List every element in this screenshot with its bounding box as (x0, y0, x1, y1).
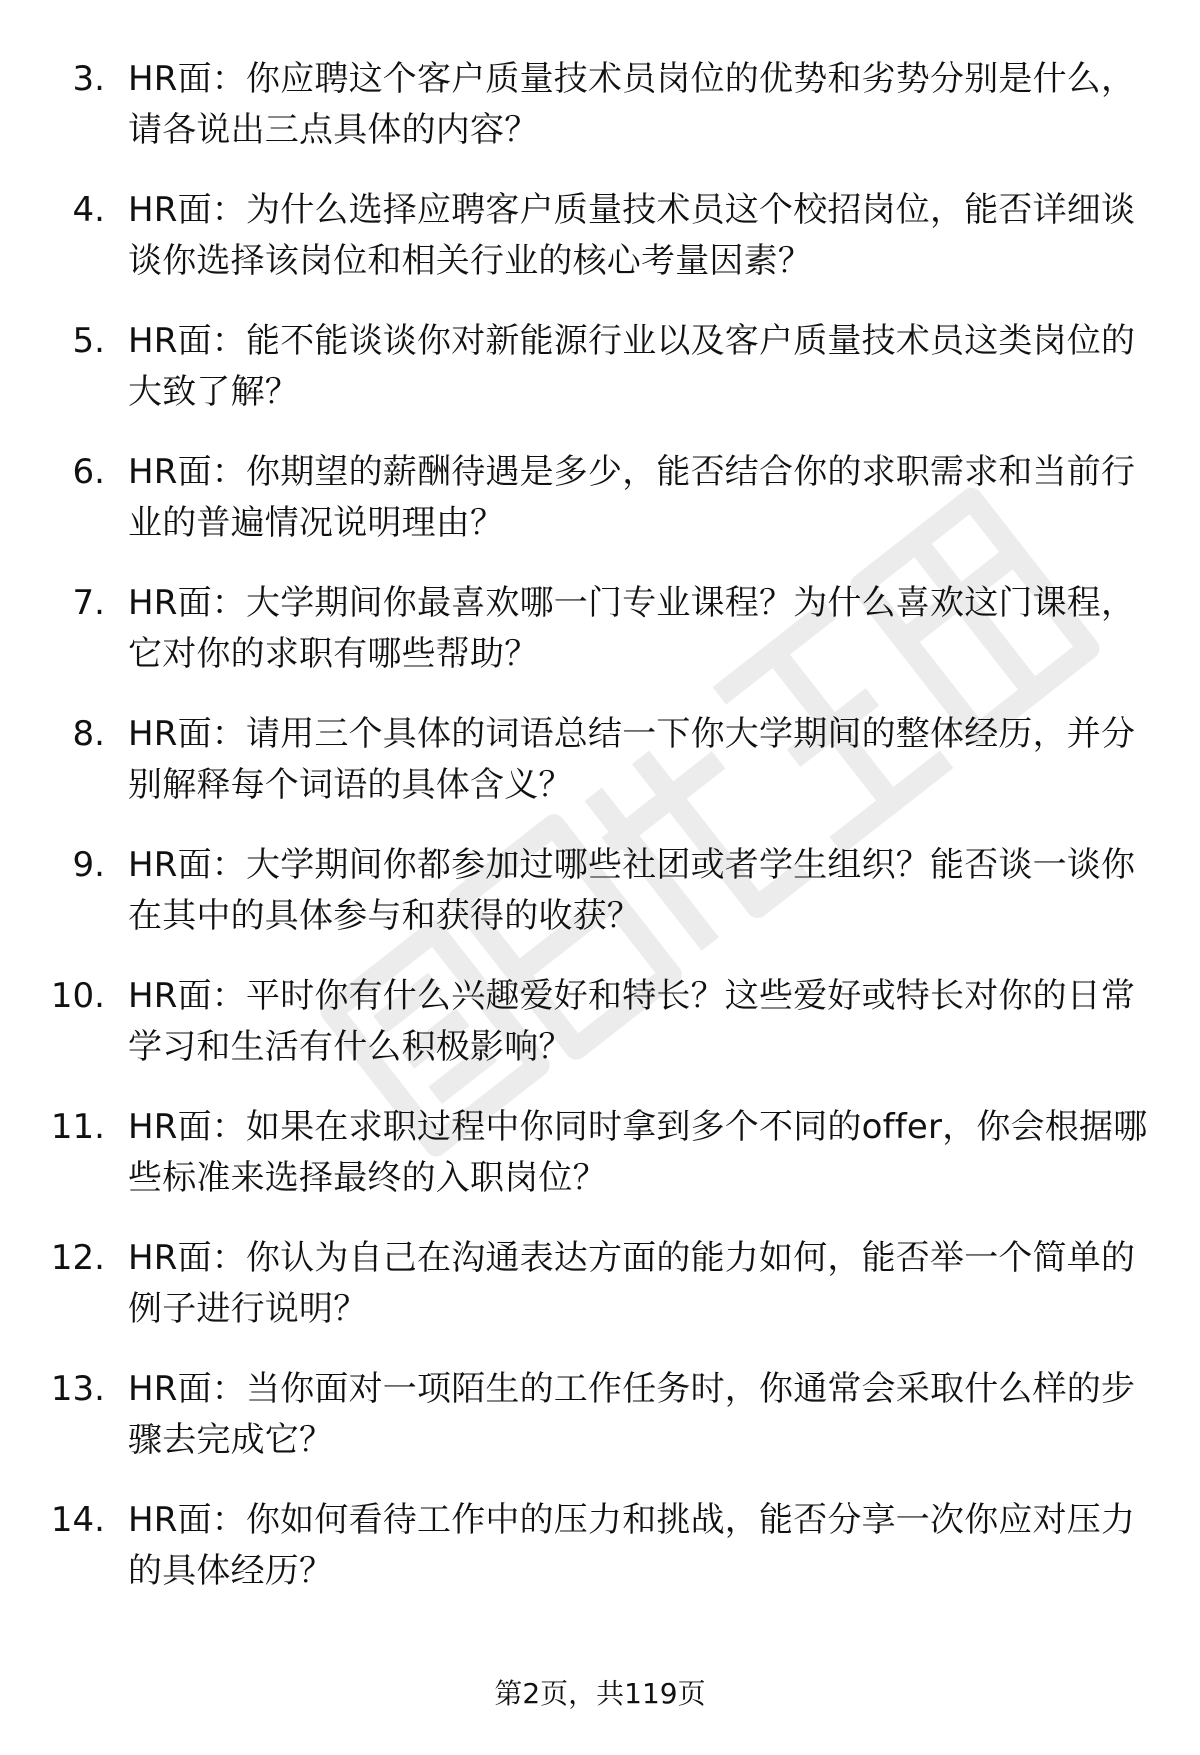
question-text: HR面：你认为自己在沟通表达方面的能力如何，能否举一个简单的例子进行说明？ (128, 1238, 1136, 1329)
question-text: HR面：你如何看待工作中的压力和挑战，能否分享一次你应对压力的具体经历？ (128, 1500, 1136, 1591)
question-item (0, 709, 1200, 840)
question-item (0, 840, 1200, 971)
question-number: 13. (50, 1369, 105, 1409)
question-item (0, 1364, 1200, 1495)
page-footer (0, 1674, 1200, 1714)
question-item (0, 1233, 1200, 1364)
question-text: HR面：你期望的薪酬待遇是多少，能否结合你的求职需求和当前行业的普遍情况说明理由？ (128, 452, 1136, 543)
question-text: HR面：你应聘这个客户质量技术员岗位的优势和劣势分别是什么，请各说出三点具体的内容？ (128, 59, 1136, 150)
question-list (0, 54, 1200, 1626)
question-item (0, 578, 1200, 709)
question-number: 5. (72, 321, 105, 361)
question-item (0, 447, 1200, 578)
question-number: 7. (72, 583, 105, 623)
question-text: HR面：当你面对一项陌生的工作任务时，你通常会采取什么样的步骤去完成它？ (128, 1369, 1136, 1460)
question-number: 11. (50, 1107, 105, 1147)
question-number: 12. (50, 1238, 105, 1278)
question-text: HR面：能不能谈谈你对新能源行业以及客户质量技术员这类岗位的大致了解？ (128, 321, 1136, 412)
question-number: 4. (72, 190, 105, 230)
page-number-label: 第2页，共119页 (494, 1677, 706, 1710)
question-item (0, 1495, 1200, 1626)
question-item (0, 316, 1200, 447)
question-text: HR面：请用三个具体的词语总结一下你大学期间的整体经历，并分别解释每个词语的具体含义？ (128, 714, 1136, 805)
question-item (0, 1102, 1200, 1233)
question-number: 9. (72, 845, 105, 885)
question-item (0, 971, 1200, 1102)
question-text: HR面：大学期间你都参加过哪些社团或者学生组织？能否谈一谈你在其中的具体参与和获得的收获？ (128, 845, 1136, 936)
question-number: 8. (72, 714, 105, 754)
question-item (0, 54, 1200, 185)
question-text: HR面：平时你有什么兴趣爱好和特长？这些爱好或特长对你的日常学习和生活有什么积极影响？ (128, 976, 1136, 1067)
question-number: 3. (72, 59, 105, 99)
question-number: 6. (72, 452, 105, 492)
question-text: HR面：为什么选择应聘客户质量技术员这个校招岗位，能否详细谈谈你选择该岗位和相关行业的核心考量因素？ (128, 190, 1136, 281)
question-text: HR面：如果在求职过程中你同时拿到多个不同的offer，你会根据哪些标准来选择最终的入职岗位？ (128, 1107, 1148, 1198)
question-item (0, 185, 1200, 316)
question-text: HR面：大学期间你最喜欢哪一门专业课程？为什么喜欢这门课程，它对你的求职有哪些帮助？ (128, 583, 1136, 674)
question-number: 10. (50, 976, 105, 1016)
question-number: 14. (50, 1500, 105, 1540)
